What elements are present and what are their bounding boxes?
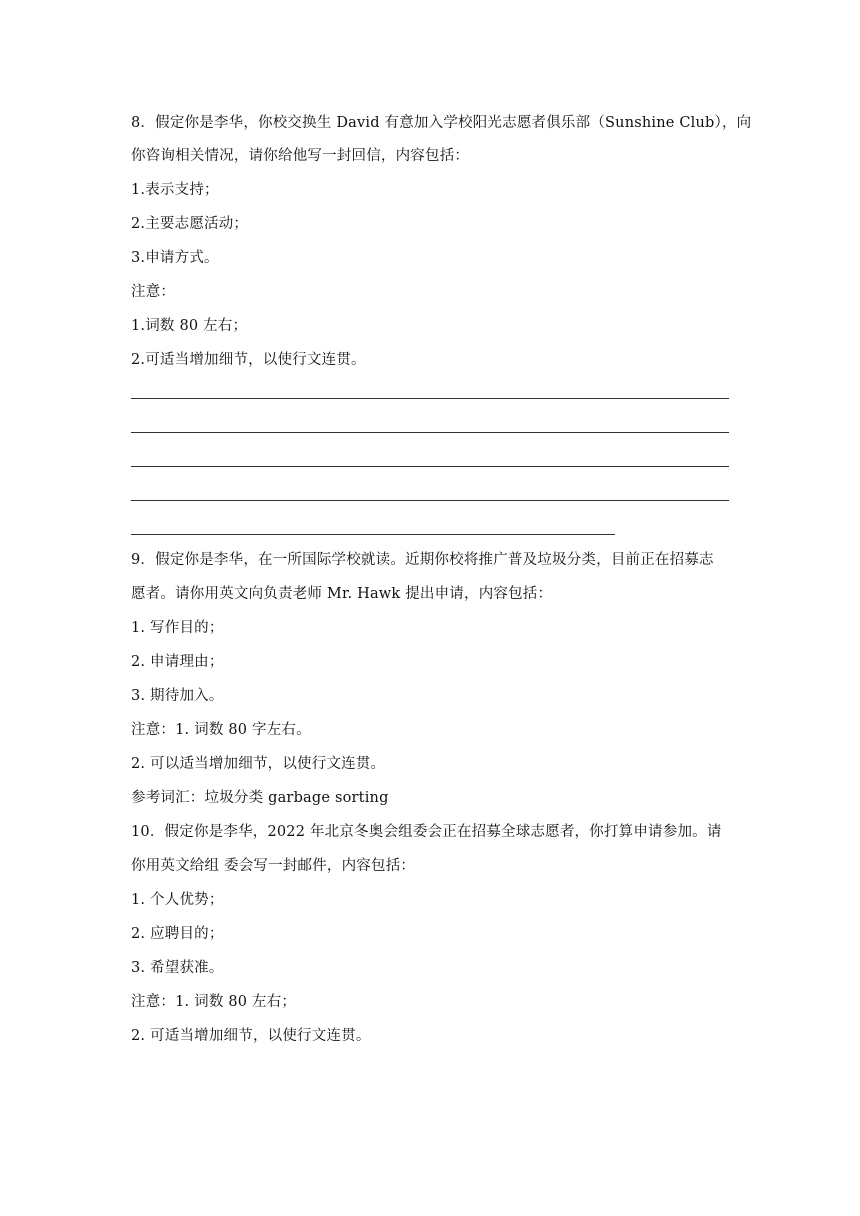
answer-line-5[interactable] — [131, 534, 615, 535]
q10-point-3: 3. 希望获准。 — [131, 960, 224, 976]
q10-note-2: 2. 可适当增加细节，以使行文连贯。 — [131, 1028, 371, 1044]
q8-note-1: 1.词数 80 左右； — [131, 318, 248, 334]
q8-stem-line2: 你咨询相关情况，请你给他写一封回信，内容包括： — [131, 148, 470, 164]
q9-vocab: 参考词汇：垃圾分类 garbage sorting — [131, 790, 389, 806]
q8-stem-line1: 8．假定你是李华，你校交换生 David 有意加入学校阳光志愿者俱乐部（Sunshine Club），向 — [131, 115, 752, 131]
q10-stem-line1: 10．假定你是李华，2022 年北京冬奥会组委会正在招募全球志愿者，你打算申请参加。请 — [131, 824, 722, 840]
q10-stem-line2: 你用英文给组 委会写一封邮件，内容包括： — [131, 858, 416, 874]
q10-point-1: 1. 个人优势； — [131, 892, 224, 908]
q10-point-2: 2. 应聘目的； — [131, 926, 224, 942]
q9-stem-line2: 愿者。请你用英文向负责老师 Mr. Hawk 提出申请，内容包括： — [131, 586, 553, 602]
q10-note-1: 注意：1. 词数 80 左右； — [131, 994, 297, 1010]
answer-line-3[interactable] — [131, 466, 729, 467]
q8-point-3: 3.申请方式。 — [131, 250, 219, 266]
q8-note-2: 2.可适当增加细节，以使行文连贯。 — [131, 352, 366, 368]
answer-line-2[interactable] — [131, 432, 729, 433]
q9-point-1: 1. 写作目的； — [131, 620, 224, 636]
q9-stem-line1: 9．假定你是李华，在一所国际学校就读。近期你校将推广普及垃圾分类，目前正在招募志 — [131, 552, 714, 568]
answer-line-1[interactable] — [131, 398, 729, 399]
q8-note-label: 注意： — [131, 284, 176, 300]
q9-point-2: 2. 申请理由； — [131, 654, 224, 670]
q9-note-2: 2. 可以适当增加细节，以使行文连贯。 — [131, 756, 386, 772]
answer-line-4[interactable] — [131, 500, 729, 501]
q9-point-3: 3. 期待加入。 — [131, 688, 224, 704]
q8-point-1: 1.表示支持； — [131, 182, 219, 198]
q9-note-1: 注意：1. 词数 80 字左右。 — [131, 722, 311, 738]
q8-point-2: 2.主要志愿活动； — [131, 216, 249, 232]
